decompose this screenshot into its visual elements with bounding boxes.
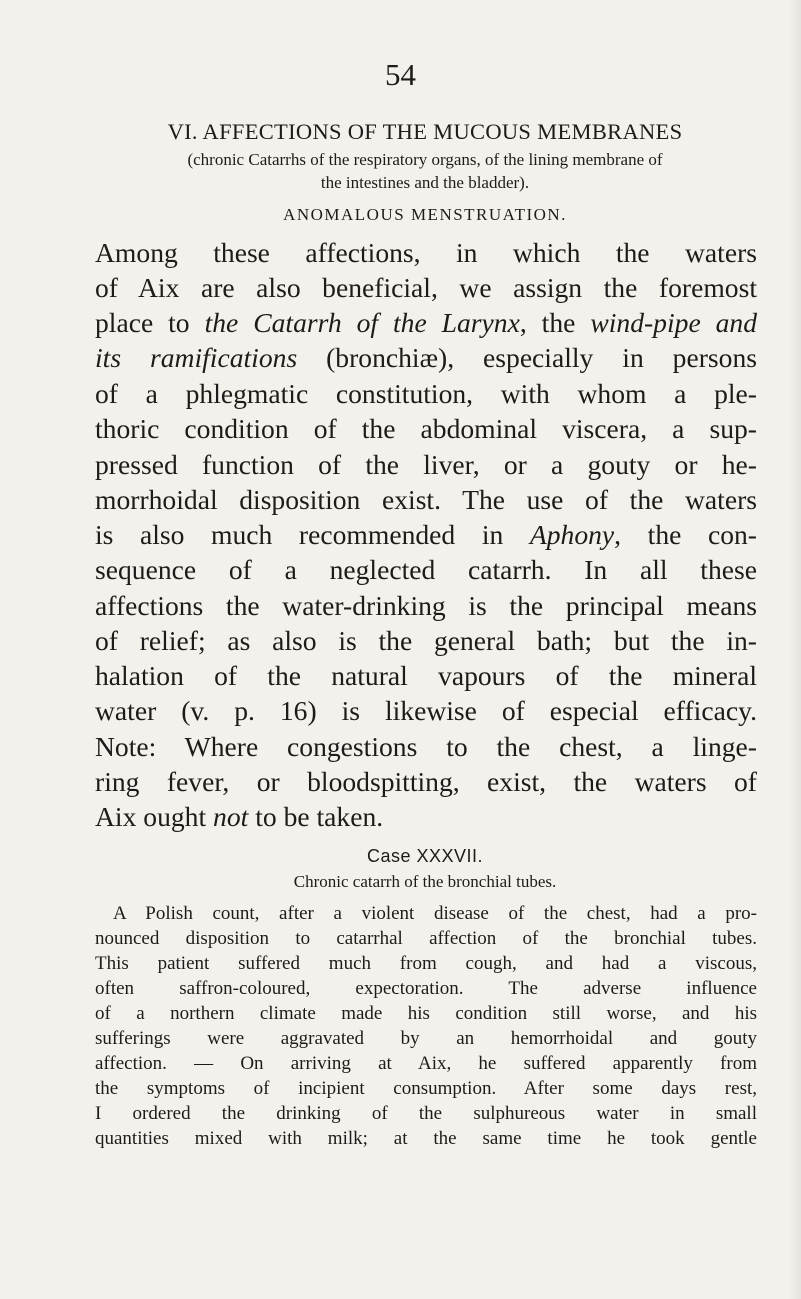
- body-text: is also much recommended in: [95, 519, 530, 550]
- body-text: , the: [519, 307, 591, 338]
- body-line: pressed function of the liver, or a gouty or he-: [95, 449, 757, 480]
- case-line: sufferings were aggravated by an hemorrhoidal and gouty: [95, 1028, 757, 1049]
- body-italic: its ramifications: [95, 342, 298, 373]
- case-line: quantities mixed with milk; at the same time he took gentle: [95, 1128, 757, 1149]
- body-italic: Aphony: [529, 519, 615, 550]
- body-line: of relief; as also is the general bath; but the in-: [95, 625, 757, 656]
- body-line: affections the water-drinking is the principal means: [95, 590, 757, 621]
- body-italic: the Catarrh of the Larynx: [204, 307, 520, 338]
- body-line: ring fever, or bloodspitting, exist, the waters of: [95, 766, 757, 797]
- body-text: (bronchiæ), especially in persons: [297, 342, 757, 373]
- body-text: place to: [95, 307, 205, 338]
- case-line: the symptoms of incipient consumption. After some days rest,: [95, 1078, 757, 1099]
- body-line: of Aix are also beneficial, we assign the foremost: [95, 272, 757, 303]
- section-subheading-anomalous: ANOMALOUS MENSTRUATION.: [283, 205, 567, 224]
- case-title: Case XXXVII.: [366, 846, 484, 866]
- case-line: of a northern climate made his condition still worse, and his: [95, 1003, 757, 1024]
- section-subheading-line-1: (chronic Catarrhs of the respiratory organs, of the lining membrane of: [187, 150, 663, 169]
- case-line: I ordered the drinking of the sulphureous water in small: [95, 1103, 757, 1124]
- case-line: affection. — On arriving at Aix, he suffered apparently from: [95, 1053, 757, 1074]
- body-text: , the con-: [614, 519, 757, 550]
- case-line: often saffron-coloured, expectoration. The adverse influence: [95, 978, 757, 999]
- body-line: morrhoidal disposition exist. The use of the waters: [95, 484, 757, 515]
- body-italic: wind-pipe and: [590, 307, 758, 338]
- page-edge-shadow: [789, 0, 801, 1299]
- section-subheading-line-2: the intestines and the bladder).: [320, 173, 530, 192]
- body-line: halation of the natural vapours of the mineral: [95, 660, 757, 691]
- case-line: This patient suffered much from cough, and had a viscous,: [95, 953, 757, 974]
- case-line: nounced disposition to catarrhal affection of the bronchial tubes.: [95, 928, 757, 949]
- case-line: A Polish count, after a violent disease of the chest, had a pro-: [113, 903, 757, 924]
- body-line: of a phlegmatic constitution, with whom a ple-: [95, 378, 757, 409]
- body-line: [95, 518, 757, 552]
- body-italic: not: [213, 801, 249, 832]
- case-subtitle: Chronic catarrh of the bronchial tubes.: [293, 872, 557, 891]
- body-line: Among these affections, in which the waters: [95, 237, 757, 268]
- body-line: water (v. p. 16) is likewise of especial efficacy.: [95, 695, 757, 726]
- body-line: thoric condition of the abdominal viscera, a sup-: [95, 413, 757, 444]
- body-line: sequence of a neglected catarrh. In all these: [95, 554, 757, 585]
- body-line: [95, 800, 757, 834]
- page-number: 54: [385, 57, 416, 92]
- body-line: [95, 306, 757, 340]
- section-heading: VI. AFFECTIONS OF THE MUCOUS MEMBRANES: [167, 119, 683, 144]
- body-text: Aix ought: [95, 801, 214, 832]
- body-text: to be taken.: [248, 801, 384, 832]
- body-line: Note: Where congestions to the chest, a linge-: [95, 731, 757, 762]
- body-line: [95, 341, 757, 375]
